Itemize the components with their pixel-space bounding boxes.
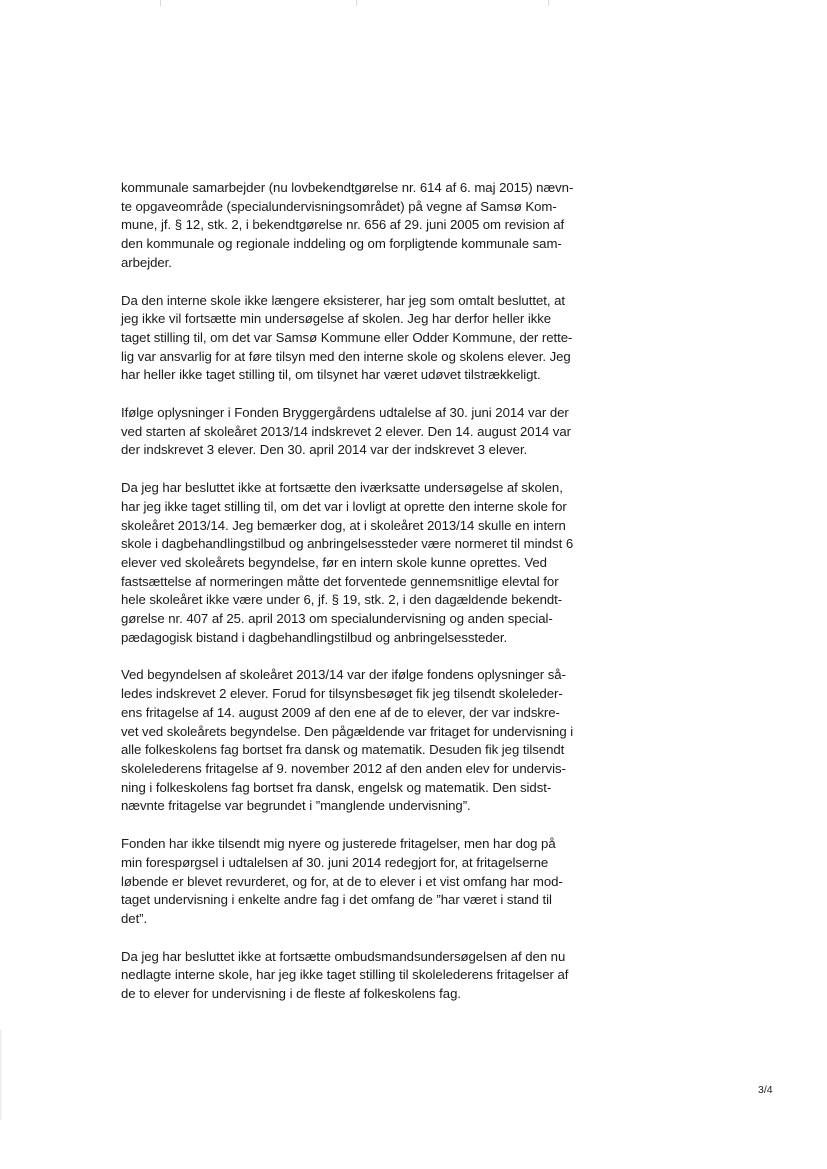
paragraph-1: kommunale samarbejder (nu lovbekendtgørelse nr. 614 af 6. maj 2015) nævn- te opgaveområde (specialundervisningsområdet) på vegne af Samsø Kom- mune, jf. § 12, stk. 2, i bekendtgørelse nr. 656 af 29. juni 2005 om revision af den kommunale og regionale inddeling og om forpligtende kommunale sam- arbejder. xyxy=(121,180,574,270)
paragraph-6: Fonden har ikke tilsendt mig nyere og justerede fritagelser, men har dog på min forespørgsel i udtalelsen af 30. juni 2014 redegjort for, at fritagelserne løbende er blevet revurderet, og for, at de to elever i et vist omfang har mod- taget undervisning i enkelte andre fag i det omfang de ”har været i stand til det”. xyxy=(121,836,563,926)
paragraph-2: Da den interne skole ikke længere eksisterer, har jeg som omtalt besluttet, at jeg ikke vil fortsætte min undersøgelse af skolen. Jeg har derfor heller ikke taget stilling til, om det var Samsø Kommune eller Odder Kommune, der rette- lig var ansvarlig for at føre tilsyn med den interne skole og skolens elever. Jeg har heller ikke taget stilling til, om tilsynet har været udøvet tilstrækkeligt. xyxy=(121,292,573,383)
document-body xyxy=(121,179,589,1023)
scan-artifact xyxy=(548,0,549,6)
paragraph-5: Ved begyndelsen af skoleåret 2013/14 var der ifølge fondens oplysninger så- ledes indskrevet 2 elever. Forud for tilsynsbesøget fik jeg tilsendt skoleleder- ens fritagelse af 14. august 2009 af den ene af de to elever, der var indskre- vet ved skoleårets begyndelse. Den pågældende var fritaget for undervisning i alle folkeskolens fag bortset fra dansk og matematik. Desuden fik jeg tilsendt skolelederens fritagelse af 9. november 2012 af den anden elev for undervis- ning i folkeskolens fag bortset fra dansk, engelsk og matematik. Den sidst- nævnte fritagelse var begrundet i ”manglende undervisning”. xyxy=(121,667,574,814)
page-number: 3/4 xyxy=(758,1084,773,1096)
paragraph-3: Ifølge oplysninger i Fonden Bryggergårdens udtalelse af 30. juni 2014 var der ved starten af skoleåret 2013/14 indskrevet 2 elever. Den 14. august 2014 var der indskrevet 3 elever. Den 30. april 2014 var der indskrevet 3 elever. xyxy=(121,405,571,458)
paragraph-4: Da jeg har besluttet ikke at fortsætte den iværksatte undersøgelse af skolen, har jeg ikke taget stilling til, om det var i lovligt at oprette den interne skole for skoleåret 2013/14. Jeg bemærker dog, at i skoleåret 2013/14 skulle en intern skole i dagbehandlingstilbud og anbringelsessteder være normeret til mindst 6 elever ved skoleårets begyndelse, før en intern skole kunne oprettes. Ved fastsættelse af normeringen måtte det forventede gennemsnitlige elevtal for hele skoleåret ikke være under 6, jf. § 19, stk. 2, i den dagældende bekendt- gørelse nr. 407 af 25. april 2013 om specialundervisning og anden special- pædagogisk bistand i dagbehandlingstilbud og anbringelsessteder. xyxy=(121,480,574,645)
scan-edge-shadow xyxy=(0,1030,2,1120)
scan-artifact xyxy=(160,0,161,6)
paragraph-7: Da jeg har besluttet ikke at fortsætte ombudsmandsundersøgelsen af den nu nedlagte interne skole, har jeg ikke taget stilling til skolelederens fritagelser af de to elever for undervisning i de fleste af folkeskolens fag. xyxy=(121,948,569,1002)
scan-artifact xyxy=(356,0,357,6)
